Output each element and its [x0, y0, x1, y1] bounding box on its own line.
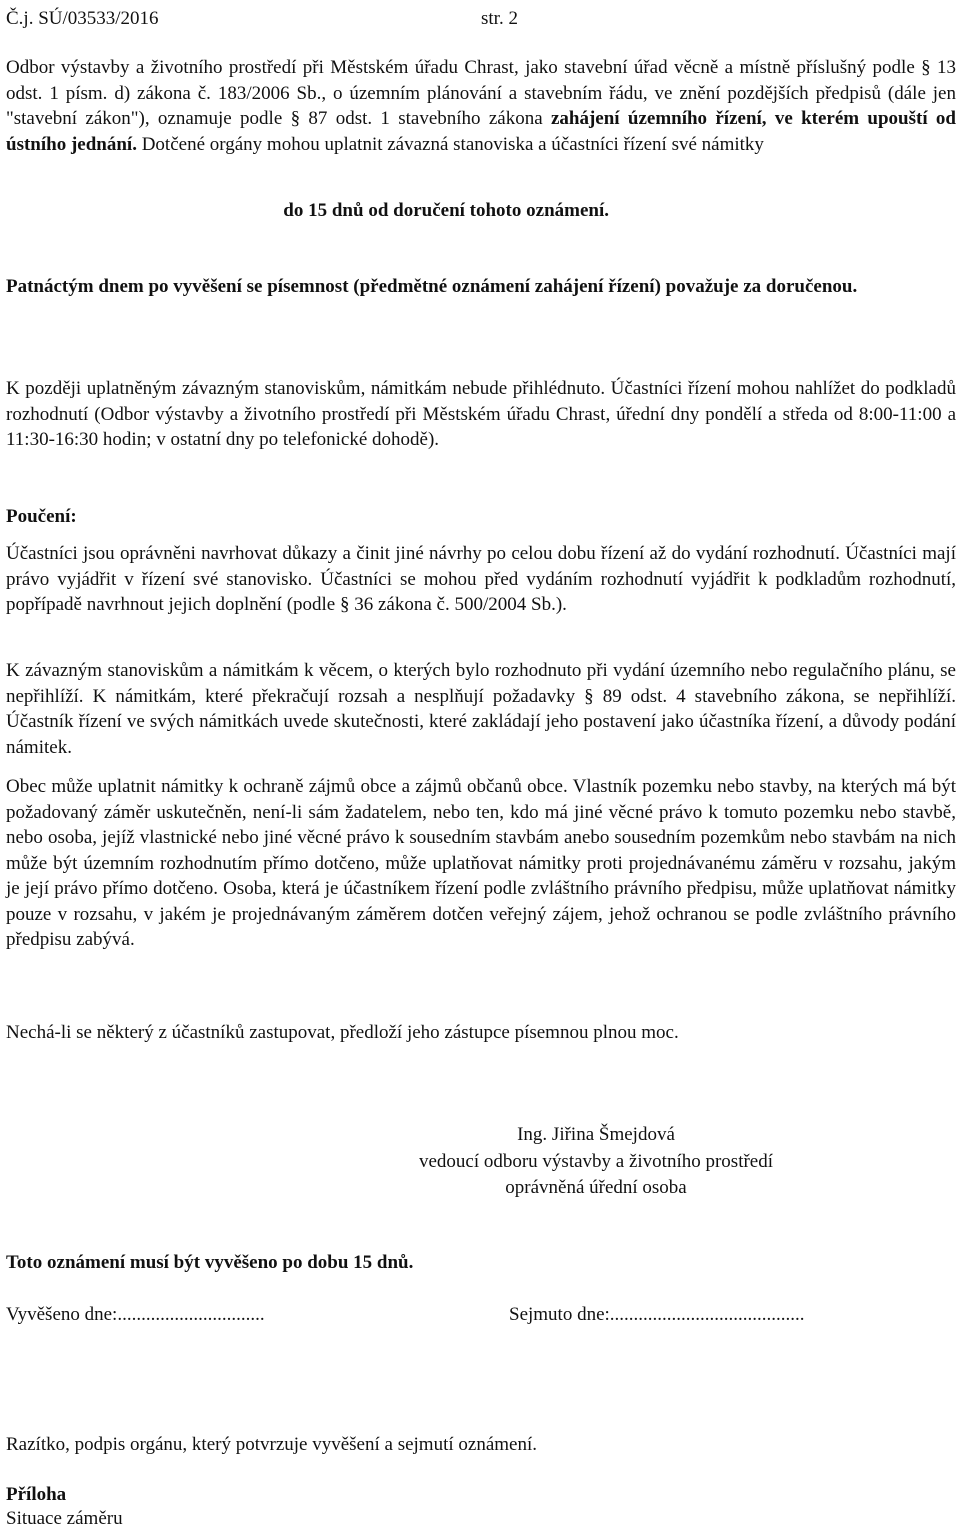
reference-number: Č.j. SÚ/03533/2016	[6, 8, 159, 29]
stamp-instruction: Razítko, podpis orgánu, který potvrzuje vyvěšení a sejmutí oznámení.	[6, 1434, 537, 1455]
attachment-item: Situace záměru	[6, 1508, 123, 1529]
delivery-notice: Patnáctým dnem po vyvěšení se písemnost (předmětné oznámení zahájení řízení) považuje za doručenou.	[6, 276, 858, 297]
attachment-heading: Příloha	[6, 1484, 67, 1505]
intro-text-start: Odbor výstavby a životního prostředí při Městském úřadu Chrast, jako stavební úřad věcně a místně příslušný podle § 13 odst. 1 písm. d) zákona č. 183/2006 Sb., o územním plánování a stavebním řádu, ve znění pozdějších předpisů (dále jen "stavební zákon"), oznamuje podle § 87 odst. 1 stavebního zákona	[6, 57, 956, 129]
removed-date-field: Sejmuto dne:.........................................	[509, 1304, 805, 1325]
document-header	[6, 8, 518, 30]
instruction-paragraph-3: Obec může uplatnit námitky k ochraně zájmů obce a zájmů občanů obce. Vlastník pozemku nebo stavby, na kterých má být požadovaný záměr uskutečněn, není-li sám žadatelem, nebo ten, kdo má jiné věcné právo k tomuto pozemku nebo stavbě, nebo osoba, jejíž vlastnické nebo jiné věcné právo k sousedním stavbám anebo sousedním pozemkům nebo stavbám na nich může být územním rozhodnutím přímo dotčeno, může uplatňovat námitky proti projednávanému záměru v rozsahu, jakým je její právo přímo dotčeno. Osoba, která je účastníkem řízení podle zvláštního právního předpisu, může uplatňovat námitky pouze v rozsahu, v jakém je projednávaným záměrem dotčen veřejný zájem, jehož ochranou se podle zvláštního právního předpisu zabývá.	[6, 776, 956, 950]
page-number: str. 2	[481, 8, 518, 29]
signatory-title: vedoucí odboru výstavby a životního prostředí	[418, 1150, 774, 1172]
posting-notice: Toto oznámení musí být vyvěšeno po dobu 15 dnů.	[6, 1252, 414, 1273]
intro-text-end: Dotčené orgány mohou uplatnit závazná stanoviska a účastníci řízení své námitky	[136, 133, 764, 155]
instruction-paragraph-2: K závazným stanoviskům a námitkám k věcem, o kterých bylo rozhodnuto při vydání územního nebo regulačního plánu, se nepřihlíží. K námitkám, které překračují rozsah a nesplňují požadavky § 89 odst. 4 stavebního zákona, se nepřihlíží. Účastník řízení ve svých námitkách uvede skutečnosti, které zakládají jeho postavení jako účastníka řízení, a důvody podání námitek.	[6, 660, 956, 758]
late-objections-paragraph: K později uplatněným závazným stanoviskům, námitkám nebude přihlédnuto. Účastníci řízení mohou nahlížet do podkladů rozhodnutí (Odbor výstavby a životního prostředí při Městském úřadu Chrast, úřední dny pondělí a středa od 8:00-11:00 a 11:30-16:30 hodin; v ostatní dny po telefonické dohodě).	[6, 378, 956, 450]
posted-date-field: Vyvěšeno dne:...............................	[6, 1304, 265, 1325]
deadline-line: do 15 dnů od doručení tohoto oznámení.	[283, 200, 609, 221]
instruction-paragraph-4: Nechá-li se některý z účastníků zastupovat, předloží jeho zástupce písemnou plnou moc.	[6, 1022, 679, 1043]
signatory-role: oprávněná úřední osoba	[505, 1177, 687, 1198]
intro-paragraph	[6, 55, 956, 157]
instruction-heading: Poučení:	[6, 506, 77, 527]
instruction-paragraph-1: Účastníci jsou oprávněni navrhovat důkazy a činit jiné návrhy po celou dobu řízení až do vydání rozhodnutí. Účastníci mají právo vyjádřit v řízení své stanovisko. Účastníci se mohou před vydáním rozhodnutí vyjádřit k podkladům rozhodnutí, popřípadě navrhnout jejich doplnění (podle § 36 zákona č. 500/2004 Sb.).	[6, 543, 956, 615]
signature-block	[356, 1122, 836, 1202]
intro-text-bold: zahájení územního řízení, ve kterém upouští od ústního jednání.	[6, 108, 956, 155]
signatory-name: Ing. Jiřina Šmejdová	[517, 1124, 675, 1145]
